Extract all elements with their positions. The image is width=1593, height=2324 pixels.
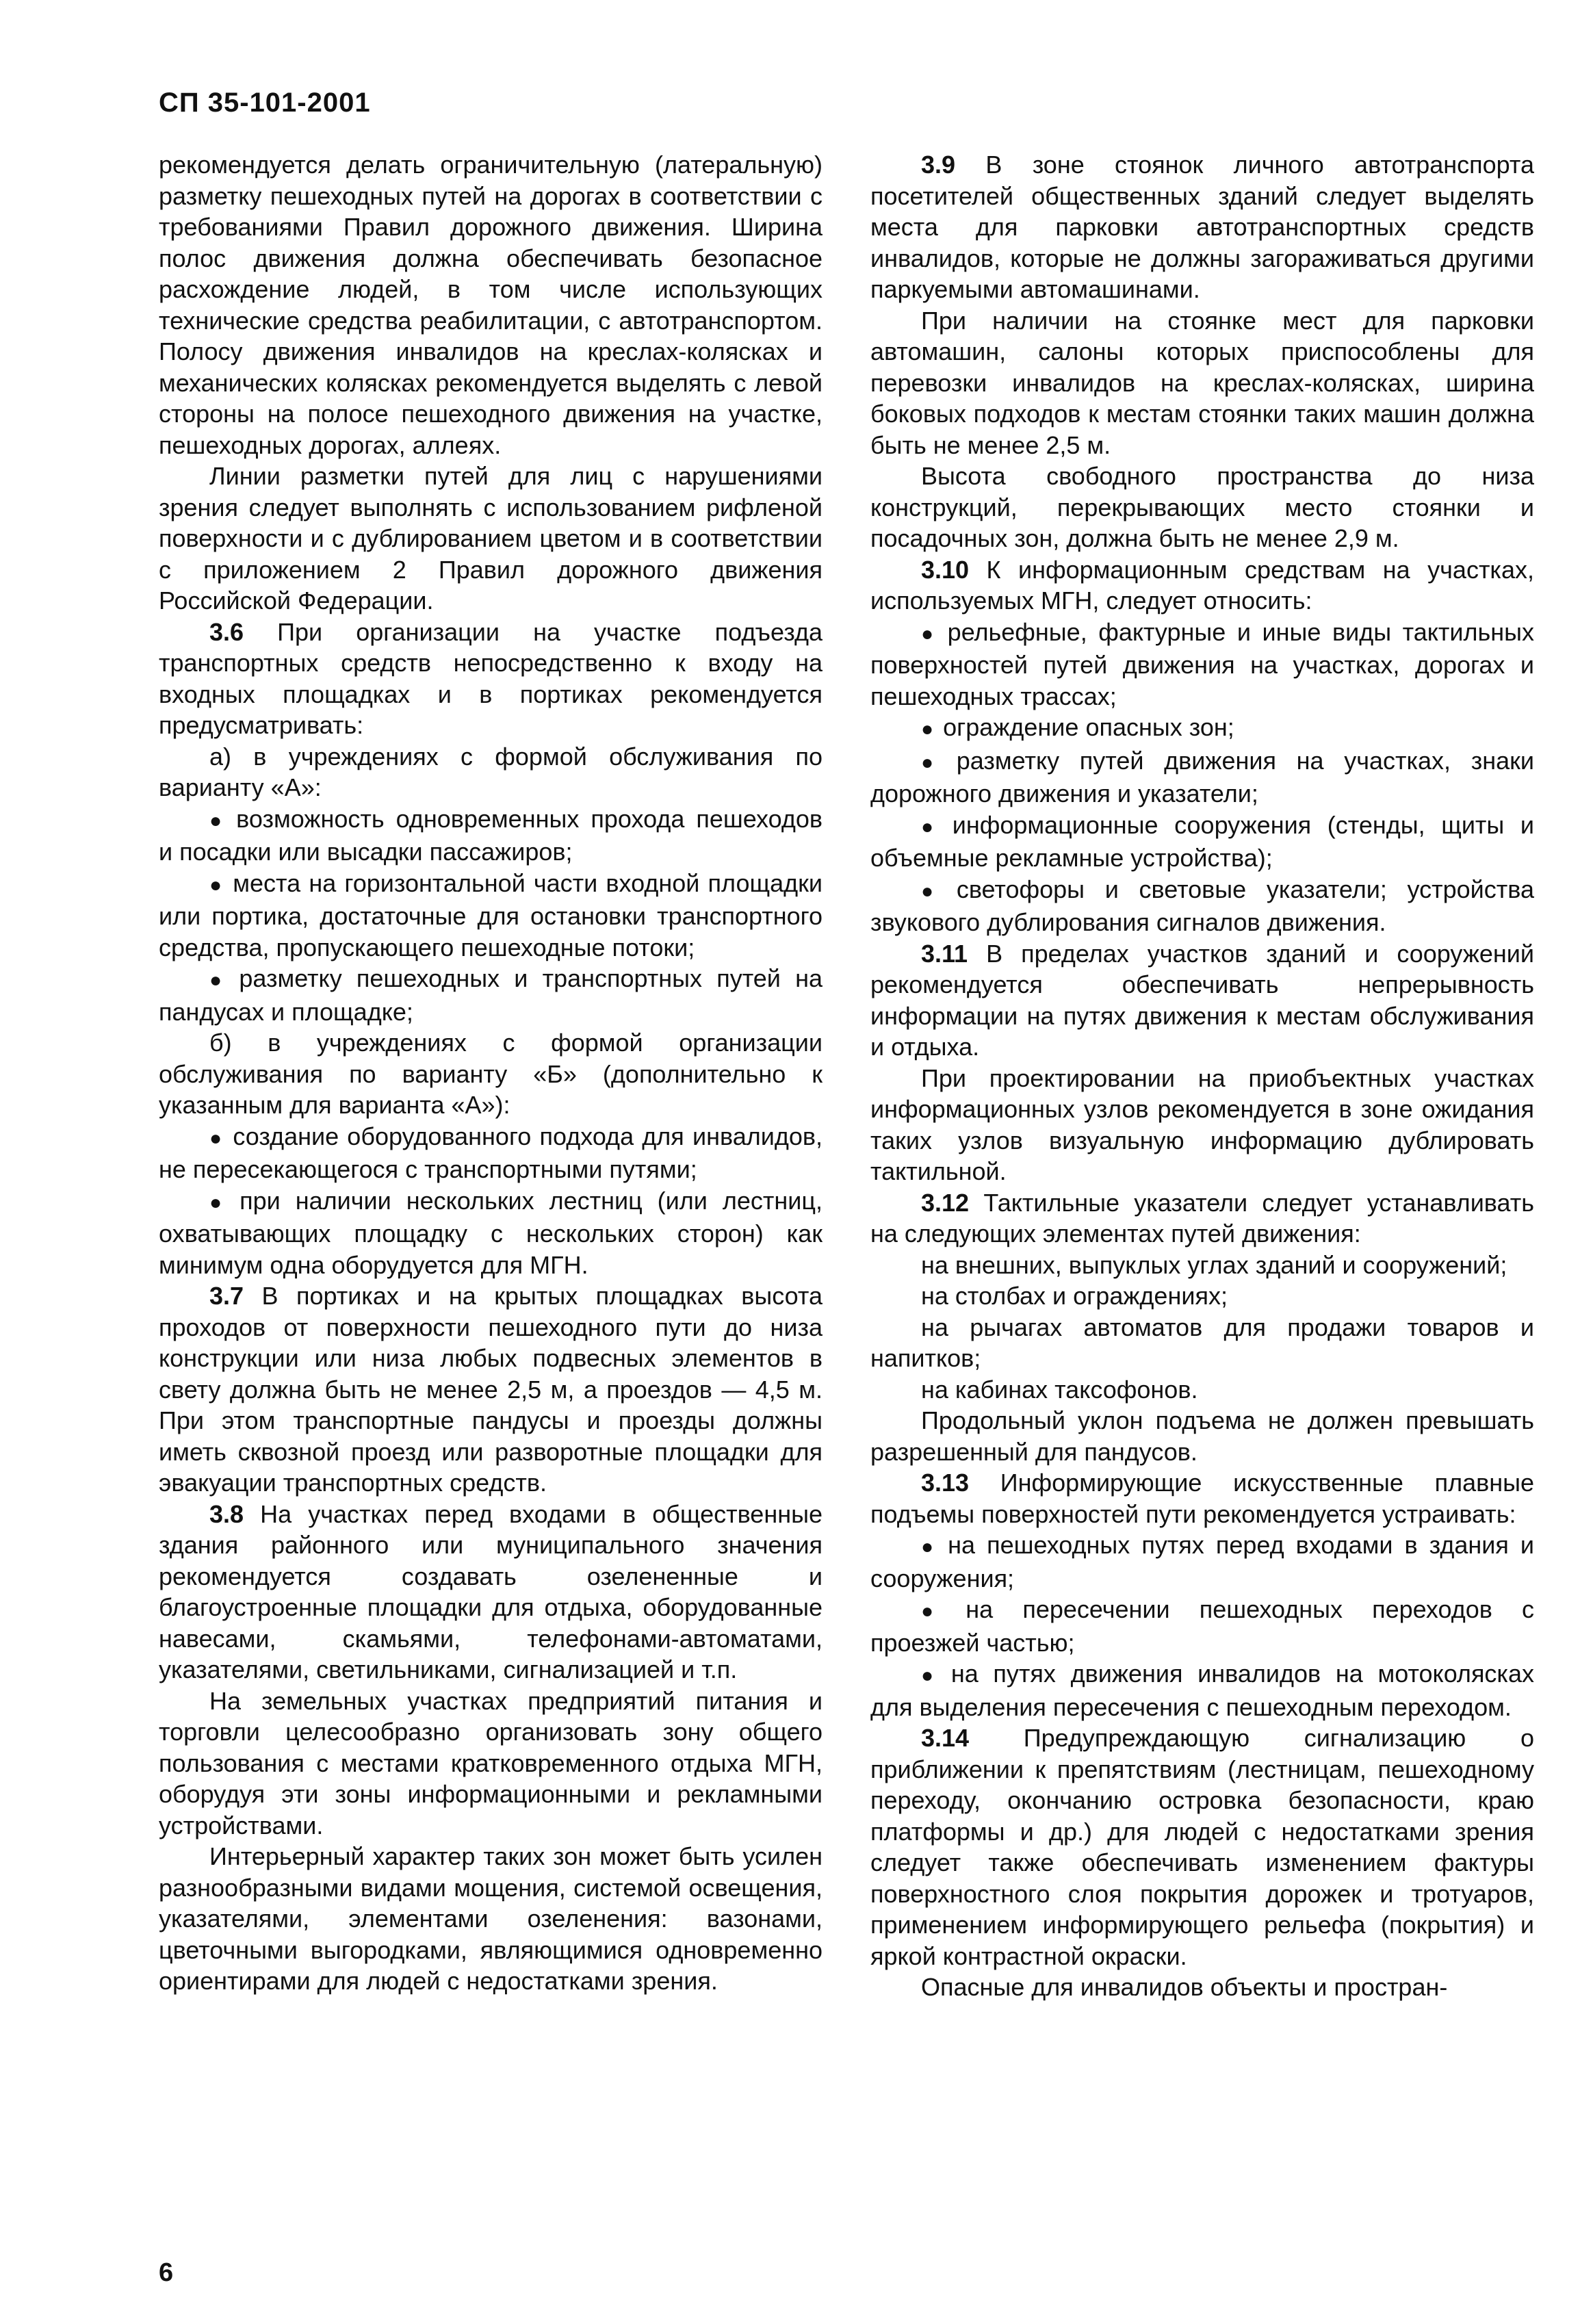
paragraph-text: К информационным средствам на участках, используемых МГН, следует относить: bbox=[870, 555, 1534, 615]
bullet-icon: ● bbox=[921, 1600, 957, 1623]
paragraph-text: на кабинах таксофонов. bbox=[921, 1375, 1198, 1404]
paragraph bbox=[870, 1972, 1534, 2003]
section-number: 3.7 bbox=[209, 1282, 244, 1310]
bullet-icon: ● bbox=[921, 879, 947, 903]
paragraph bbox=[870, 305, 1534, 461]
paragraph bbox=[159, 461, 823, 617]
paragraph bbox=[159, 1841, 823, 1997]
paragraph-text: на путях движения инвалидов на мотоколясках для выделения пересечения с пешеходным переходом. bbox=[870, 1660, 1534, 1721]
paragraph-text: рекомендуется делать ограничительную (латеральную) разметку пешеходных путей на дорогах в соответствии с требованиями Правил дорожного движения. Ширина полос движения должна обеспечивать безопасное расхождение людей, в том числе использующих технические средства реабилитации, с автотранспортом. Полосу движения инвалидов на креслах-колясках и механических колясках рекомендуется выделять с левой стороны на полосе пешеходного движения на участке, пешеходных дорогах, аллеях. bbox=[159, 151, 823, 459]
paragraph-text: светофоры и световые указатели; устройства звукового дублирования сигналов движения. bbox=[870, 875, 1534, 936]
bullet-icon: ● bbox=[921, 622, 938, 645]
paragraph-text: на столбах и ограждениях; bbox=[921, 1282, 1228, 1310]
section-number: 3.9 bbox=[921, 151, 956, 179]
paragraph-text: Продольный уклон подъема не должен превышать разрешенный для пандусов. bbox=[870, 1406, 1534, 1466]
paragraph-text: В пределах участков зданий и сооружений рекомендуется обеспечивать непрерывность информации на путях движения к местам обслуживания и отдыха. bbox=[870, 939, 1534, 1061]
paragraph bbox=[159, 1499, 823, 1686]
paragraph bbox=[159, 617, 823, 741]
paragraph-text: Предупреждающую сигнализацию о приближении к препятствиям (лестницам, пешеходному переходу, окончанию островка безопасности, краю платформы и др.) для людей с недостатками зрения следует также обеспечивать изменением фактуры поверхностного слоя покрытия дорожек и тротуаров, применением информирующего рельефа (покрытия) и яркой контрастной окраски. bbox=[870, 1724, 1534, 1970]
paragraph-text: а) в учреждениях с формой обслуживания по варианту «А»: bbox=[159, 742, 823, 801]
bullet-item bbox=[159, 868, 823, 964]
paragraph-text: В портиках и на крытых площадках высота проходов от поверхности пешеходного пути до низа конструкции или низа любых подвесных элементов в свету должна быть не менее 2,5 м, а проездов — 4,5 м. При этом транспортные пандусы и проезды должны иметь сквозной проезд или разворотные площадки для эвакуации транспортных средств. bbox=[159, 1282, 823, 1497]
bullet-icon: ● bbox=[209, 809, 227, 832]
paragraph-text: на пересечении пешеходных переходов с проезжей частью; bbox=[870, 1595, 1535, 1657]
left-column bbox=[159, 149, 823, 1997]
paragraph-text: ограждение опасных зон; bbox=[943, 713, 1234, 741]
paragraph-text: Интерьерный характер таких зон может быть усилен разнообразными видами мощения, системой освещения, указателями, элементами озеленения: вазонами, цветочными выгородками, являющимися одновременно ориентирами для людей с недостатками зрения. bbox=[159, 1842, 823, 1995]
bullet-icon: ● bbox=[921, 1664, 942, 1687]
paragraph bbox=[870, 461, 1534, 554]
section-number: 3.8 bbox=[209, 1499, 244, 1528]
paragraph bbox=[159, 149, 823, 461]
paragraph-text: разметку пешеходных и транспортных путей на пандусах и площадке; bbox=[159, 964, 823, 1026]
paragraph-text: При проектировании на приобъектных участках информационных узлов рекомендуется в зоне ожидания таких узлов визуальную информацию дублировать тактильной. bbox=[870, 1063, 1534, 1185]
paragraph bbox=[870, 1405, 1534, 1467]
paragraph bbox=[870, 1374, 1534, 1406]
bullet-item bbox=[870, 1529, 1534, 1594]
paragraph-text: информационные сооружения (стенды, щиты и объемные рекламные устройства); bbox=[870, 810, 1534, 872]
section-number: 3.14 bbox=[921, 1724, 970, 1752]
bullet-item bbox=[159, 803, 823, 868]
paragraph-text: Тактильные указатели следует устанавливать на следующих элементах путей движения: bbox=[870, 1188, 1534, 1248]
paragraph-text: При организации на участке подъезда транспортных средств непосредственно к входу на входных площадках и в портиках рекомендуется предусматривать: bbox=[159, 617, 823, 739]
paragraph-text: рельефные, фактурные и иные виды тактильных поверхностей путей движения на участках, дорогах и пешеходных трассах; bbox=[870, 617, 1535, 710]
bullet-item bbox=[870, 1658, 1534, 1722]
paragraph bbox=[159, 1280, 823, 1499]
bullet-item bbox=[159, 963, 823, 1027]
bullet-item bbox=[870, 617, 1534, 712]
bullet-icon: ● bbox=[921, 815, 943, 838]
bullet-item bbox=[870, 745, 1534, 810]
paragraph-text: Линии разметки путей для лиц с нарушениями зрения следует выполнять с использованием рифленой поверхности и с дублированием цветом и в соответствии с приложением 2 Правил дорожного движения Российской Федерации. bbox=[159, 462, 823, 615]
bullet-icon: ● bbox=[921, 1536, 939, 1558]
paragraph-text: создание оборудованного подхода для инвалидов, не пересекающегося с транспортными путями; bbox=[159, 1122, 823, 1183]
section-number: 3.13 bbox=[921, 1469, 970, 1497]
bullet-item bbox=[870, 712, 1534, 745]
paragraph-text: Информирующие искусственные плавные подъемы поверхностей пути рекомендуется устраивать: bbox=[870, 1469, 1534, 1528]
page-number: 6 bbox=[159, 2258, 174, 2287]
bullet-item bbox=[159, 1121, 823, 1185]
bullet-item bbox=[870, 1594, 1534, 1658]
paragraph-text: на пешеходных путях перед входами в здания и сооружения; bbox=[870, 1531, 1534, 1592]
bullet-icon: ● bbox=[209, 1191, 231, 1214]
paragraph bbox=[870, 1063, 1534, 1187]
paragraph bbox=[870, 554, 1534, 617]
paragraph bbox=[870, 1467, 1534, 1529]
section-number: 3.12 bbox=[921, 1188, 970, 1217]
paragraph bbox=[870, 1312, 1534, 1374]
paragraph bbox=[159, 741, 823, 803]
bullet-icon: ● bbox=[209, 873, 224, 896]
bullet-icon: ● bbox=[921, 751, 947, 774]
paragraph-text: На участках перед входами в общественные здания районного или муниципального значения рекомендуется создавать озелененные и благоустроенные площадки для отдыха, оборудованные навесами, скамьями, телефонами-автоматами, указателями, светильниками, сигнализацией и т.п. bbox=[159, 1499, 823, 1683]
section-number: 3.6 bbox=[209, 617, 244, 646]
paragraph-text: на внешних, выпуклых углах зданий и сооружений; bbox=[921, 1250, 1507, 1279]
bullet-item bbox=[870, 810, 1534, 874]
paragraph-text: б) в учреждениях с формой организации обслуживания по варианту «Б» (дополнительно к указанным для варианта «А»): bbox=[159, 1029, 823, 1119]
paragraph-text: Опасные для инвалидов объекты и простран- bbox=[921, 1973, 1448, 2001]
bullet-item bbox=[870, 874, 1534, 938]
bullet-item bbox=[159, 1185, 823, 1281]
bullet-icon: ● bbox=[209, 1126, 224, 1150]
paragraph bbox=[870, 1722, 1534, 1972]
paragraph bbox=[159, 1027, 823, 1121]
section-number: 3.10 bbox=[921, 555, 970, 584]
paragraph bbox=[870, 938, 1534, 1063]
bullet-icon: ● bbox=[921, 718, 934, 740]
paragraph-text: на рычагах автоматов для продажи товаров и напитков; bbox=[870, 1313, 1534, 1372]
paragraph-text: при наличии нескольких лестниц (или лестниц, охватывающих площадку с нескольких сторон) как минимум одна оборудуется для МГН. bbox=[159, 1186, 823, 1279]
paragraph-text: Высота свободного пространства до низа конструкций, перекрывающих место стоянки и посадочных зон, должна быть не менее 2,9 м. bbox=[870, 462, 1534, 552]
section-number: 3.11 bbox=[921, 939, 968, 968]
paragraph-text: разметку путей движения на участках, знаки дорожного движения и указатели; bbox=[870, 746, 1534, 808]
right-column bbox=[870, 149, 1534, 2003]
paragraph bbox=[870, 1187, 1534, 1250]
paragraph bbox=[870, 149, 1534, 305]
paragraph-text: места на горизонтальной части входной площадки или портика, достаточные для остановки транспортного средства, пропускающего пешеходные потоки; bbox=[159, 868, 823, 961]
paragraph bbox=[870, 1280, 1534, 1312]
paragraph-text: В зоне стоянок личного автотранспорта посетителей общественных зданий следует выделять места для парковки автотранспортных средств инвалидов, которые не должны загораживаться другими паркуемыми автомашинами. bbox=[870, 151, 1534, 303]
paragraph bbox=[870, 1250, 1534, 1281]
paragraph-text: возможность одновременных прохода пешеходов и посадки или высадки пассажиров; bbox=[159, 804, 823, 866]
document-code: СП 35-101-2001 bbox=[159, 88, 371, 118]
paragraph-text: На земельных участках предприятий питания и торговли целесообразно организовать зону общего пользования с местами кратковременного отдыха МГН, оборудуя эти зоны информационными и рекламными устройствами. bbox=[159, 1686, 823, 1839]
bullet-icon: ● bbox=[209, 969, 230, 992]
paragraph bbox=[159, 1686, 823, 1842]
paragraph-text: При наличии на стоянке мест для парковки автомашин, салоны которых приспособлены для перевозки инвалидов на креслах-колясках, ширина боковых подходов к местам стоянки таких машин должна быть не менее 2,5 м. bbox=[870, 306, 1534, 459]
